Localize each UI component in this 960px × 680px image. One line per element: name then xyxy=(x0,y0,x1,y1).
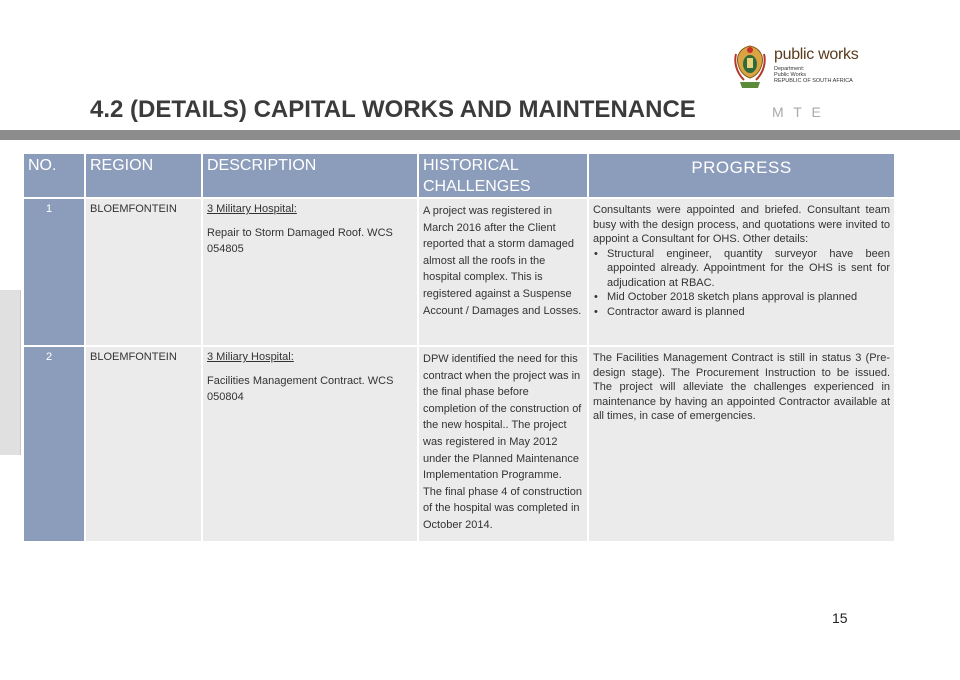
description-cell xyxy=(202,346,418,542)
header-description: DESCRIPTION xyxy=(202,153,418,198)
logo-brand: public works xyxy=(774,46,859,63)
project-detail: Repair to Storm Damaged Roof. WCS 054805 xyxy=(207,227,393,255)
title-divider xyxy=(0,130,960,140)
project-name: 3 Military Hospital: xyxy=(207,203,297,215)
logo-line-3: REPUBLIC OF SOUTH AFRICA xyxy=(774,78,853,84)
header-historical-challenges: HISTORICAL CHALLENGES xyxy=(418,153,588,198)
header-region: REGION xyxy=(85,153,202,198)
region-cell: BLOEMFONTEIN xyxy=(85,198,202,346)
slide-title: 4.2 (DETAILS) CAPITAL WORKS AND MAINTENANCE xyxy=(90,96,696,123)
project-name: 3 Miliary Hospital: xyxy=(207,351,294,363)
table-row xyxy=(23,198,895,346)
page-number: 15 xyxy=(832,610,848,626)
description-cell xyxy=(202,198,418,346)
progress-text: The Facilities Management Contract is still in status 3 (Pre-design stage). The Procurement Instruction to be issued. The project will alleviate the challenges experienced in maintenance by having an appointed Contractor available at all times, in case of emergencies. xyxy=(593,352,890,422)
list-item: • Structural engineer, quantity surveyor have been appointed already. Appointment for the OHS is sent for adjudication at RBAC. xyxy=(607,247,890,291)
row-number: 2 xyxy=(23,346,85,542)
progress-cell xyxy=(588,198,895,346)
header-no: NO. xyxy=(23,153,85,198)
table-row xyxy=(23,346,895,542)
watermark-text: M T E xyxy=(772,104,824,120)
public-works-logo xyxy=(732,40,862,96)
capital-works-table xyxy=(22,152,896,543)
row-number: 1 xyxy=(23,198,85,346)
region-cell: BLOEMFONTEIN xyxy=(85,346,202,542)
progress-cell xyxy=(588,346,895,542)
header-progress: PROGRESS xyxy=(588,153,895,198)
table-header-row xyxy=(23,153,895,198)
coat-of-arms-icon xyxy=(732,42,768,92)
side-tab xyxy=(0,290,21,455)
project-detail: Facilities Management Contract. WCS 050804 xyxy=(207,375,394,403)
progress-list xyxy=(593,247,890,320)
logo-line-1: Department: xyxy=(774,66,805,72)
historical-cell: DPW identified the need for this contract when the project was in the final phase before completion of the construction of the new hospital.. The project was registered in May 2012 under the Planned Maintenance Implementation Programme. The final phase 4 of construction of the hospital was completed in October 2014. xyxy=(418,346,588,542)
list-item: • Contractor award is planned xyxy=(607,305,890,320)
list-item: • Mid October 2018 sketch plans approval is planned xyxy=(607,290,890,305)
logo-line-2: Public Works xyxy=(774,72,806,78)
progress-text: Consultants were appointed and briefed. Consultant team busy with the design process, and quotations were invited to appoint a Consultant for OHS. Other details: xyxy=(593,204,890,245)
historical-cell: A project was registered in March 2016 after the Client reported that a storm damaged almost all the roofs in the hospital complex. This is registered against a Suspense Account / Damages and Losses. xyxy=(418,198,588,346)
